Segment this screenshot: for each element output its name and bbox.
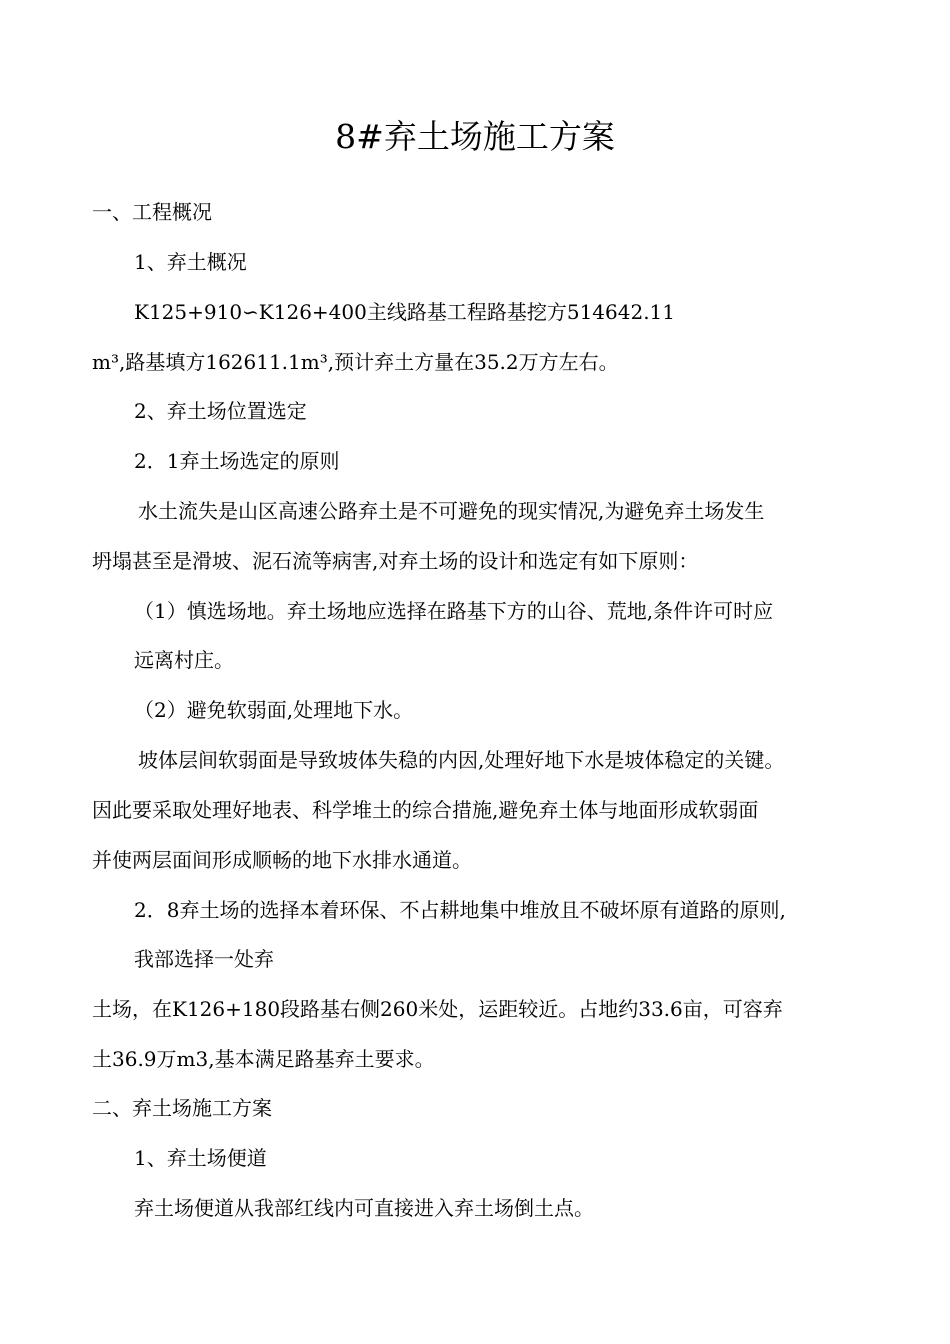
paragraph-line: 因此要采取处理好地表、科学堆土的综合措施,避免弃土体与地面形成软弱面 xyxy=(92,798,759,822)
paragraph-line: 坡体层间软弱面是导致坡体失稳的内因,处理好地下水是坡体稳定的关键。 xyxy=(138,748,785,772)
document-title: 8#弃土场施工方案 xyxy=(335,117,615,156)
paragraph-line: 水土流失是山区高速公路弃土是不可避免的现实情况,为避免弃土场发生 xyxy=(138,499,765,523)
paragraph-line: 土36.9万m3,基本满足路基弃土要求。 xyxy=(92,1047,435,1071)
subsection-heading: 1、弃土场便道 xyxy=(134,1146,267,1170)
paragraph-line: 并使两层面间形成顺畅的地下水排水通道。 xyxy=(92,848,472,872)
subsection-heading: 2、弃土场位置选定 xyxy=(134,399,307,423)
paragraph-line: 2．8弃土场的选择本着环保、不占耕地集中堆放且不破坏原有道路的原则, xyxy=(134,898,786,922)
list-item: （1）慎选场地。弃土场地应选择在路基下方的山谷、荒地,条件许可时应 xyxy=(134,599,774,623)
paragraph-line: m³,路基填方162611.1m³,预计弃土方量在35.2万方左右。 xyxy=(92,350,619,374)
section-heading-2: 二、弃土场施工方案 xyxy=(92,1096,272,1120)
subsection-heading: 2．1弃土场选定的原则 xyxy=(134,449,340,473)
paragraph-line: 土场，在K126+180段路基右侧260米处，运距较近。占地约33.6亩，可容弃 xyxy=(92,997,783,1021)
section-heading-1: 一、工程概况 xyxy=(92,200,212,224)
list-item: （2）避免软弱面,处理地下水。 xyxy=(134,698,414,722)
paragraph-line: 我部选择一处弃 xyxy=(134,947,274,971)
list-item: 远离村庄。 xyxy=(134,648,234,672)
paragraph-line: K125+910∽K126+400主线路基工程路基挖方514642.11 xyxy=(134,300,676,324)
paragraph-line: 弃土场便道从我部红线内可直接进入弃土场倒土点。 xyxy=(134,1196,594,1220)
paragraph-line: 坍塌甚至是滑坡、泥石流等病害,对弃土场的设计和选定有如下原则： xyxy=(92,549,699,573)
subsection-heading: 1、弃土概况 xyxy=(134,250,247,274)
